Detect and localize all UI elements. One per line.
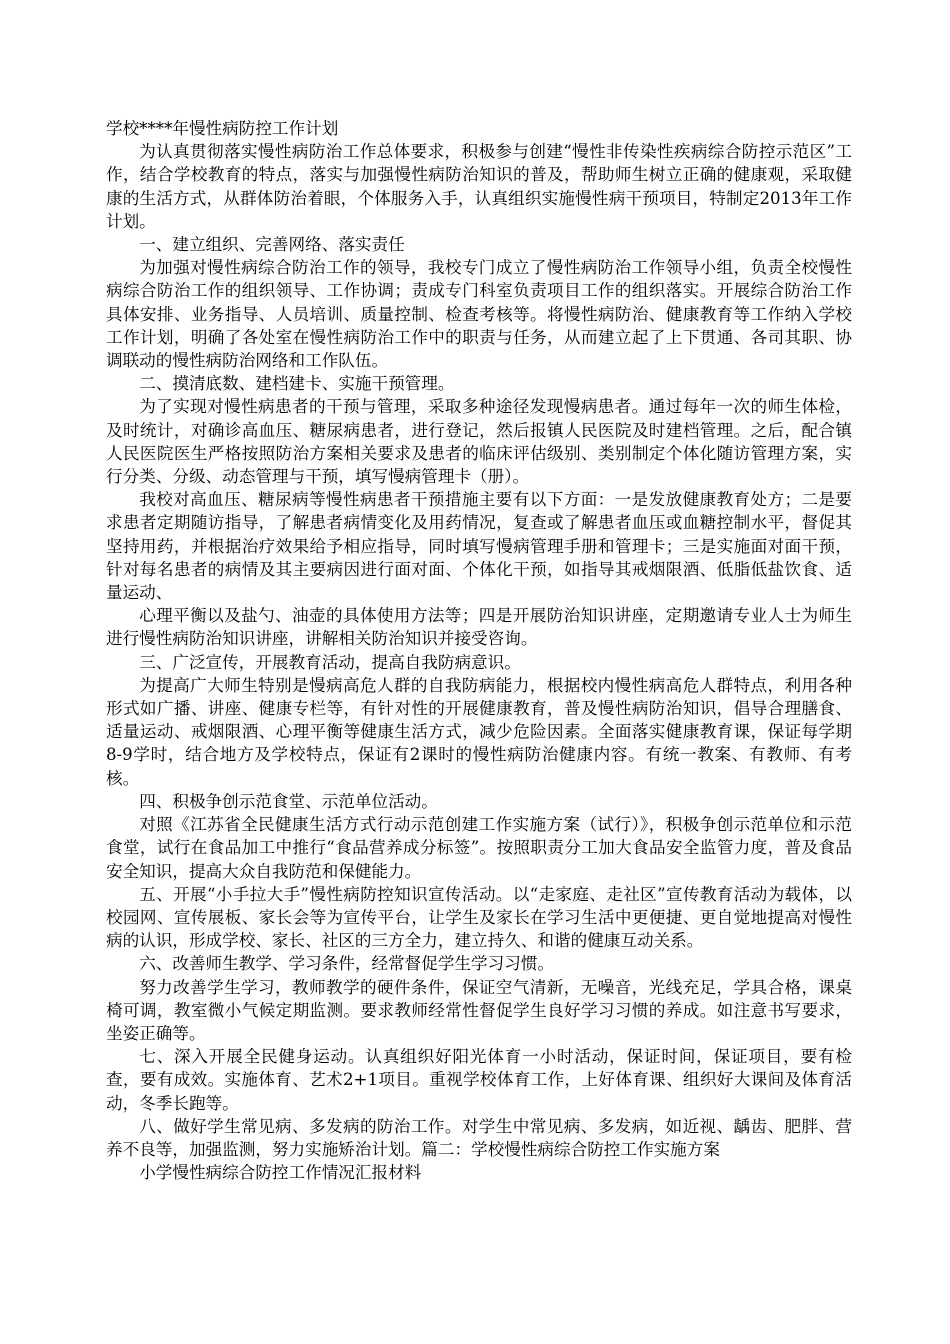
section-heading-4: 四、积极争创示范食堂、示范单位活动。: [139, 791, 438, 811]
section-heading-3: 三、广泛宣传，开展教育活动，提高自我防病意识。: [139, 652, 521, 672]
paragraph-section-1: 为加强对慢性病综合防治工作的领导，我校专门成立了慢性病防治工作领导小组，负责全校慢性病综合防治工作的组织领导、工作协调；责成专门科室负责项目工作的组织落实。开展综合防治工作具体安排、业务指导、人员培训、质量控制、检查考核等。将慢性病防治、健康教育等工作纳入学校工作计划，明确了各处室在慢性病防治工作中的职责与任务，从而建立起了上下贯通、各司其职、协调联动的慢性病防治网络和工作队伍。: [106, 258, 852, 371]
paragraph-section-2b: 我校对高血压、糖尿病等慢性病患者干预措施主要有以下方面：一是发放健康教育处方；二是要求患者定期随访指导，了解患者病情变化及用药情况，复查或了解患者血压或血糖控制水平，督促其坚持用药，并根据治疗效果给予相应指导，同时填写慢病管理手册和管理卡；三是实施面对面干预，针对每名患者的病情及其主要病因进行面对面、个体化干预，如指导其戒烟限酒、低脂低盐饮食、适量运动、: [106, 490, 852, 603]
paragraph-section-5: 五、开展“小手拉大手”慢性病防控知识宣传活动。以“走家庭、走社区”宣传教育活动为载体，以校园网、宣传展板、家长会等为宣传平台，让学生及家长在学习生活中更便捷、更自觉地提高对慢性病的认识，形成学校、家长、社区的三方全力，建立持久、和谐的健康互动关系。: [106, 884, 852, 951]
document-title: 学校****年慢性病防控工作计划: [106, 119, 339, 138]
paragraph-section-7: 七、深入开展全民健身运动。认真组织好阳光体育一小时活动，保证时间，保证项目，要有检查，要有成效。实施体育、艺术2+1项目。重视学校体育工作，上好体育课、组织好大课间及体育活动，冬季长跑等。: [106, 1047, 852, 1113]
document-page: [106, 117, 852, 1184]
section-heading-2: 二、摸清底数、建档建卡、实施干预管理。: [139, 374, 455, 394]
paragraph-section-8: 八、做好学生常见病、多发病的防治工作。对学生中常见病、多发病，如近视、龋齿、肥胖、营养不良等，加强监测，努力实施矫治计划。篇二：学校慢性病综合防控工作实施方案: [106, 1116, 852, 1159]
paragraph-closing: 小学慢性病综合防控工作情况汇报材料: [139, 1163, 422, 1183]
paragraph-section-3: 为提高广大师生特别是慢病高危人群的自我防病能力，根据校内慢性病高危人群特点，利用各种形式如广播、讲座、健康专栏等，有针对性的开展健康教育，普及慢性病防治知识，倡导合理膳食、适量运动、戒烟限酒、心理平衡等健康生活方式，减少危险因素。全面落实健康教育课，保证每学期8-9学时，结合地方及学校特点，保证有2课时的慢性病防治健康内容。有统一教案、有教师、有考核。: [106, 675, 852, 788]
paragraph-section-6: 努力改善学生学习，教师教学的硬件条件，保证空气清新，无噪音，光线充足，学具合格，课桌椅可调，教室微小气候定期监测。要求教师经常性督促学生良好学习习惯的养成。如注意书写要求，坐姿正确等。: [106, 977, 852, 1043]
paragraph-intro: 为认真贯彻落实慢性病防治工作总体要求，积极参与创建“慢性非传染性疾病综合防控示范区”工作，结合学校教育的特点，落实与加强慢性病防治知识的普及，帮助师生树立正确的健康观，采取健康的生活方式，从群体防治着眼，个体服务入手，认真组织实施慢性病干预项目，特制定2013年工作计划。: [106, 142, 852, 231]
section-heading-6: 六、改善师生教学、学习条件，经常督促学生学习习惯。: [139, 954, 555, 974]
section-heading-1: 一、建立组织、完善网络、落实责任: [139, 235, 405, 255]
paragraph-section-4: 对照《江苏省全民健康生活方式行动示范创建工作实施方案（试行）》，积极争创示范单位和示范食堂，试行在食品加工中推行“食品营养成分标签”。按照职责分工加大食品安全监管力度，普及食品安全知识，提高大众自我防范和保健能力。: [106, 815, 852, 881]
paragraph-section-2c: 心理平衡以及盐勺、油壶的具体使用方法等；四是开展防治知识讲座，定期邀请专业人士为师生进行慢性病防治知识讲座，讲解相关防治知识并接受咨询。: [106, 606, 852, 649]
paragraph-section-2a: 为了实现对慢性病患者的干预与管理，采取多种途径发现慢病患者。通过每年一次的师生体检，及时统计，对确诊高血压、糖尿病患者，进行登记，然后报镇人民医院及时建档管理。之后，配合镇人民医院医生严格按照防治方案相关要求及患者的临床评估级别、类别制定个体化随访管理方案，实行分类、分级、动态管理与干预，填写慢病管理卡（册）。: [106, 397, 852, 487]
